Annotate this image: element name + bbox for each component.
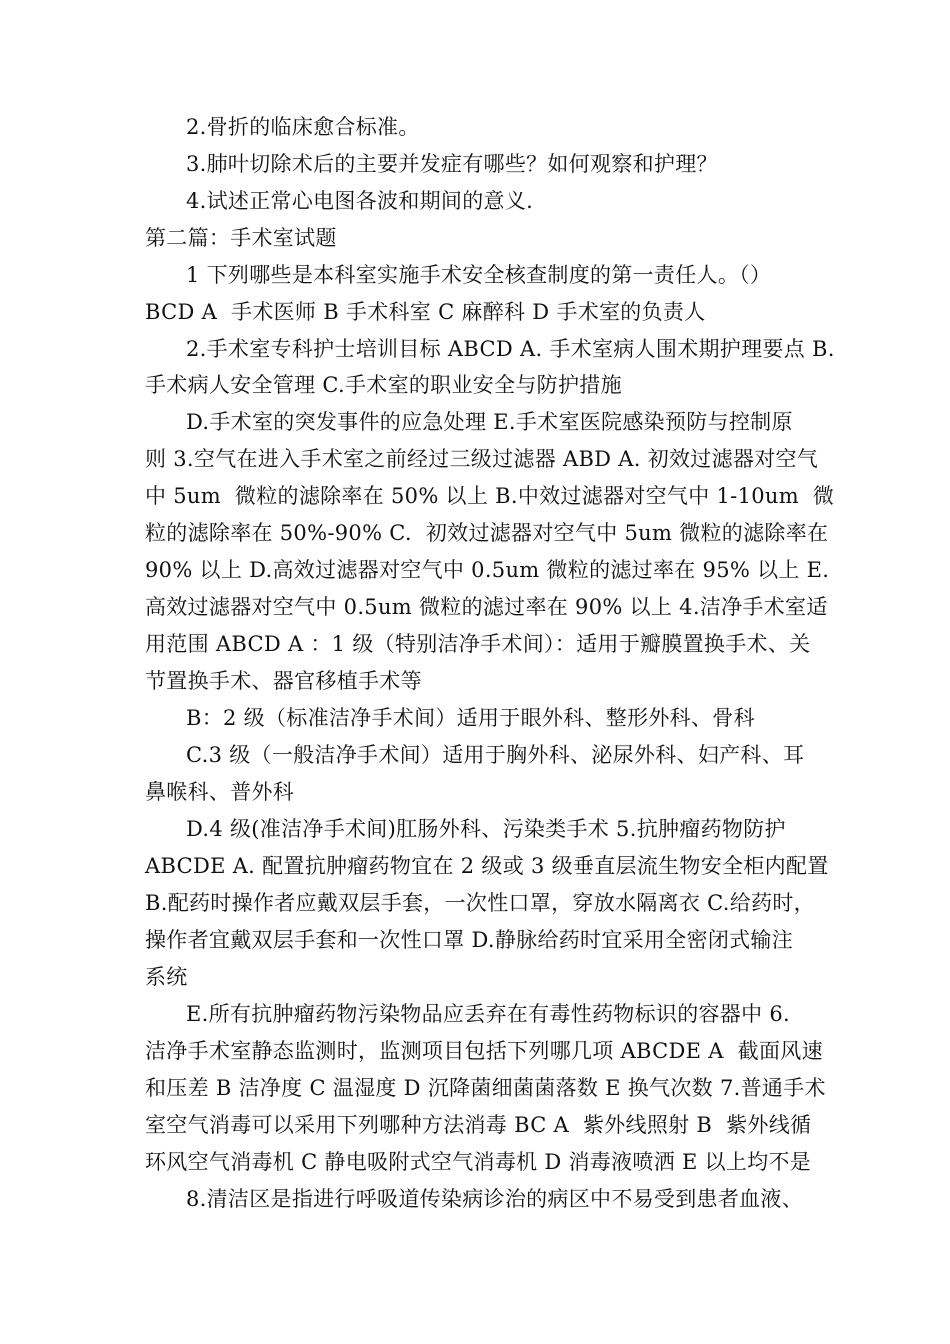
text-line: 90% 以上 D.高效过滤器对空气中 0.5um 微粒的滤过率在 95% 以上 E.	[145, 558, 830, 582]
text-line: 3.肺叶切除术后的主要并发症有哪些？如何观察和护理？	[186, 152, 718, 176]
text-line: C.3 级（一般洁净手术间）适用于胸外科、泌尿外科、妇产科、耳	[186, 743, 805, 767]
text-line: BCD A 手术医师 B 手术科室 C 麻醉科 D 手术室的负责人	[145, 300, 706, 324]
text-line: 环风空气消毒机 C 静电吸附式空气消毒机 D 消毒液喷洒 E 以上均不是	[145, 1150, 812, 1174]
text-line: E.所有抗肿瘤药物污染物品应丢弃在有毒性药物标识的容器中 6.	[186, 1002, 791, 1026]
text-line: 节置换手术、器官移植手术等	[145, 669, 422, 693]
text-line: 则 3.空气在进入手术室之前经过三级过滤器 ABD A. 初效过滤器对空气	[145, 447, 819, 471]
text-line: 2.骨折的临床愈合标准。	[186, 115, 420, 139]
text-line: 8.清洁区是指进行呼吸道传染病诊治的病区中不易受到患者血液、	[186, 1187, 804, 1211]
text-line: B：2 级（标准洁净手术间）适用于眼外科、整形外科、骨科	[186, 706, 755, 730]
text-line: 手术病人安全管理 C.手术室的职业安全与防护措施	[145, 373, 622, 397]
text-line: 鼻喉科、普外科	[145, 780, 295, 804]
text-line: 中 5um 微粒的滤除率在 50% 以上 B.中效过滤器对空气中 1-10um 微	[145, 484, 835, 508]
text-line: ABCDE A. 配置抗肿瘤药物宜在 2 级或 3 级垂直层流生物安全柜内配置	[145, 854, 829, 878]
text-line: 粒的滤除率在 50%-90% C. 初效过滤器对空气中 5um 微粒的滤除率在	[145, 521, 829, 545]
text-line: 4.试述正常心电图各波和期间的意义.	[186, 189, 534, 213]
text-line: D.4 级(准洁净手术间)肛肠外科、污染类手术 5.抗肿瘤药物防护	[186, 817, 786, 841]
text-line: 高效过滤器对空气中 0.5um 微粒的滤过率在 90% 以上 4.洁净手术室适	[145, 595, 828, 619]
text-line: 2.手术室专科护士培训目标 ABCD A. 手术室病人围术期护理要点 B.	[186, 337, 835, 361]
text-line: 系统	[145, 965, 188, 989]
section-heading: 第二篇：手术室试题	[145, 226, 337, 250]
text-line: D.手术室的突发事件的应急处理 E.手术室医院感染预防与控制原	[186, 410, 793, 434]
text-line: 用范围 ABCD A ：1 级（特别洁净手术间）：适用于瓣膜置换手术、关	[145, 632, 811, 656]
text-line: 洁净手术室静态监测时，监测项目包括下列哪几项 ABCDE A 截面风速	[145, 1039, 823, 1063]
text-line: B.配药时操作者应戴双层手套，一次性口罩，穿放水隔离衣 C.给药时，	[145, 891, 815, 915]
text-line: 1 下列哪些是本科室实施手术安全核查制度的第一责任人。（）	[186, 263, 772, 287]
text-line: 操作者宜戴双层手套和一次性口罩 D.静脉给药时宜采用全密闭式输注	[145, 928, 794, 952]
text-line: 室空气消毒可以采用下列哪种方法消毒 BC A 紫外线照射 B 紫外线循	[145, 1113, 812, 1137]
text-line: 和压差 B 洁净度 C 温湿度 D 沉降菌细菌菌落数 E 换气次数 7.普通手术	[145, 1076, 826, 1100]
